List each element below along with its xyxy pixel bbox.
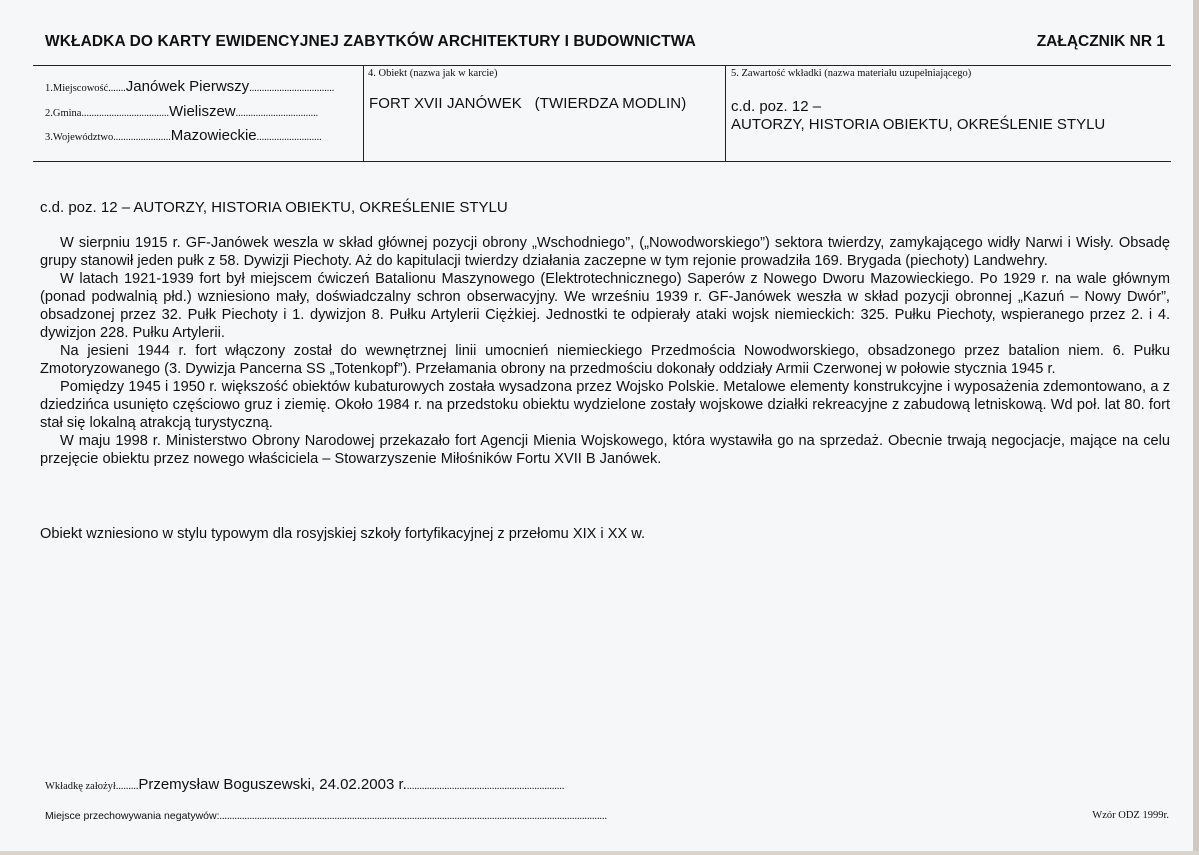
- section-heading: c.d. poz. 12 – AUTORZY, HISTORIA OBIEKTU, OKREŚLENIE STYLU: [40, 199, 508, 216]
- paragraph: W latach 1921-1939 fort był miejscem ćwiczeń Batalionu Maszynowego (Elektrotechnicznego) Saperów z Nowego Dworu Mazowieckiego. Po 1929 r. na wale głównym (ponad podwalnią płd.) wzniesiono mały, doświadczalny schron obserwacyjny. We wrześniu 1939 r. GF-Janówek weszła w skład pozycji obronnej „Kazuń – Nowy Dwór”, obsadzonej przez 32. Pułk Piechoty i 1. dywizjon 8. Pułku Artylerii Ciężkiej. Jednostki te odpierały ataki wojsk niemieckich: 325. Pułku Piechoty, wspieranego przez 2. i 4. dywizjon 228. Pułku Artylerii.: [40, 271, 1170, 341]
- storage-label: Miejsce przechowywania negatywów:: [45, 810, 220, 822]
- box-divider-2: [725, 65, 726, 161]
- miejscowosc-label: 1.Miejscowość: [45, 83, 109, 94]
- object-value: FORT XVII JANÓWEK (TWIERDZA MODLIN): [369, 95, 687, 112]
- contents-label: 5. Zawartość wkładki (nazwa materiału uzupełniającego): [731, 68, 972, 79]
- field-wojewodztwo: 3.Województwo.......................Mazowieckie..........................: [45, 127, 322, 144]
- annex-label: ZAŁĄCZNIK NR 1: [1036, 33, 1165, 50]
- field-gmina: 2.Gmina...................................Wieliszew.................................: [45, 103, 319, 120]
- wojewodztwo-value: Mazowieckie: [170, 127, 257, 144]
- gmina-value: Wieliszew: [168, 103, 236, 120]
- form-title: WKŁADKA DO KARTY EWIDENCYJNEJ ZABYTKÓW ARCHITEKTURY I BUDOWNICTWA: [45, 33, 696, 50]
- paper-edge: [1193, 0, 1199, 855]
- paragraph: Pomiędzy 1945 i 1950 r. większość obiektów kubaturowych została wysadzona przez Wojsko Polskie. Metalowe elementy konstrukcyjne i wyposażenia zdemontowano, a z dziedzińca usunięto częściowo gruz i ziemię. Około 1984 r. na przedstoku obiektu wydzielone zostały wojskowe działki rekreacyjne z zabudową letniskową. Wd poł. lat 80. fort stał się lokalną atrakcją turystyczną.: [40, 379, 1170, 431]
- wojewodztwo-label: 3.Województwo: [45, 132, 114, 143]
- paper-edge-bottom: [0, 851, 1199, 855]
- miejscowosc-value: Janówek Pierwszy: [125, 78, 250, 95]
- box-bottom-rule: [33, 161, 1171, 162]
- prepared-by-row: Wkładkę założył.........Przemysław Boguszewski, 24.02.2003 r................................................................: [45, 776, 565, 793]
- storage-row: Miejsce przechowywania negatywów:...........................................................................................................................................................: [45, 810, 607, 822]
- prepared-value: Przemysław Boguszewski, 24.02.2003 r.: [138, 776, 407, 793]
- paragraph: Na jesieni 1944 r. fort włączony został do wewnętrznej linii umocnień niemieckiego Przedmościa Nowodworskiego, obsadzonego przez batalion niem. 6. Pułku Zmotoryzowanego (3. Dywizja Pancerna SS „Totenkopf”). Przełamania obrony na przedmościu dokonały oddziały Armii Czerwonej w połowie stycznia 1945 r.: [40, 343, 1170, 377]
- box-top-rule: [33, 65, 1171, 66]
- gmina-label: 2.Gmina: [45, 108, 82, 119]
- paragraph: W maju 1998 r. Ministerstwo Obrony Narodowej przekazało fort Agencji Mienia Wojskowego, która wystawiła go na sprzedaż. Obecnie trwają negocjacje, mające na celu przejęcie obiektu przez nowego właściciela – Stowarzyszenie Miłośników Fortu XVII B Janówek.: [40, 433, 1170, 467]
- box-divider-1: [363, 65, 364, 161]
- history-text: [40, 234, 1170, 468]
- style-statement: Obiekt wzniesiono w stylu typowym dla rosyjskiej szkoły fortyfikacyjnej z przełomu XIX i XX w.: [40, 526, 646, 542]
- paragraph: W sierpniu 1915 r. GF-Janówek weszla w skład głównej pozycji obrony „Wschodniego”, („Nowodworskiego”) sektora twierdzy, zamykającego widły Narwi i Wisły. Obsadę grupy stanowił jeden pułk z 58. Dywizji Piechoty. Aż do kapitulacji twierdzy działania zaczepne w tym rejonie prowadziła 169. Brygada (piechoty) Landwehry.: [40, 235, 1170, 269]
- contents-value: [731, 98, 1105, 134]
- field-miejscowosc: 1.Miejscowość.......Janówek Pierwszy..................................: [45, 78, 335, 95]
- contents-line-2: AUTORZY, HISTORIA OBIEKTU, OKREŚLENIE STYLU: [731, 116, 1106, 133]
- form-code: Wzór ODZ 1999r.: [1092, 810, 1169, 821]
- prepared-label: Wkładkę założył: [45, 781, 116, 792]
- contents-line-1: c.d. poz. 12 –: [731, 98, 822, 115]
- object-label: 4. Obiekt (nazwa jak w karcie): [368, 68, 498, 79]
